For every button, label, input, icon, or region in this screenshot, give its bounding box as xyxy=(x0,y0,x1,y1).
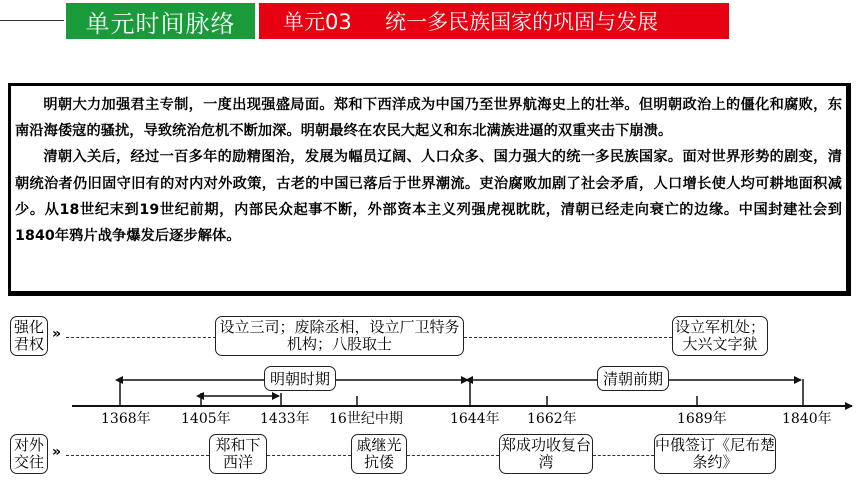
chevron-icon: » xyxy=(52,444,62,460)
chevron-icon: » xyxy=(52,326,62,342)
event-ming-institutions: 设立三司；废除丞相，设立厂卫特务机构；八股取士 xyxy=(215,316,464,356)
tick-label: 1840年 xyxy=(782,411,832,427)
event-zhengchenggong-taiwan: 郑成功收复台湾 xyxy=(499,434,593,474)
tick-label: 1368年 xyxy=(101,411,151,427)
dashed-connector xyxy=(66,337,216,338)
dashed-connector xyxy=(593,455,654,456)
era-qing: 清朝前期 xyxy=(597,366,669,391)
dashed-connector xyxy=(407,455,499,456)
row-label-strengthen-power: 强化君权 xyxy=(10,316,48,356)
unit-timeline-title: 单元时间脉络 xyxy=(66,3,255,39)
paragraph-ming: 明朝大力加强君主专制，一度出现强盛局面。郑和下西洋成为中国乃至世界航海史上的壮举。但明朝政治上的僵化和腐败，东南沿海倭寇的骚扰，导致统治危机不断加深。明朝最终在农民大起义和东北满族进逼的双重夹击下崩溃。 xyxy=(15,97,842,140)
paragraph-qing: 清朝入关后，经过一百多年的励精图治，发展为幅员辽阔、人口众多、国力强大的统一多民族国家。面对世界形势的剧变，清朝统治者仍旧固守旧有的对内对外政策，古老的中国已落后于世界潮流。吏治腐败加剧了社会矛盾，人口增长使人均可耕地面积减少。从18世纪末到19世纪前期，内部民众起事不断，外部资本主义列强虎视眈眈，清朝已经走向衰亡的边缘。中国封建社会到1840年鸦片战争爆发后逐步解体。 xyxy=(15,149,842,245)
dashed-connector xyxy=(66,455,209,456)
event-qing-grand-council: 设立军机处；大兴文字狱 xyxy=(672,316,768,356)
unit-subtitle: 单元03 统一多民族国家的巩固与发展 xyxy=(259,3,729,39)
tick-label: 1662年 xyxy=(527,411,577,427)
tick-label: 16世纪中期 xyxy=(329,411,403,427)
tick-label: 1433年 xyxy=(260,411,310,427)
dashed-connector xyxy=(267,455,351,456)
tick-label: 1644年 xyxy=(450,411,500,427)
dashed-connector xyxy=(464,337,672,338)
event-qijiguang-anti-wokou: 戚继光抗倭 xyxy=(351,434,407,474)
row-label-foreign-relations: 对外交往 xyxy=(10,434,48,474)
tick-label: 1405年 xyxy=(181,411,231,427)
event-zhenghe-voyages: 郑和下西洋 xyxy=(209,434,267,474)
tick-label: 1689年 xyxy=(677,411,727,427)
era-ming: 明朝时期 xyxy=(264,366,336,391)
event-treaty-nerchinsk: 中俄签订《尼布楚条约》 xyxy=(654,434,776,474)
